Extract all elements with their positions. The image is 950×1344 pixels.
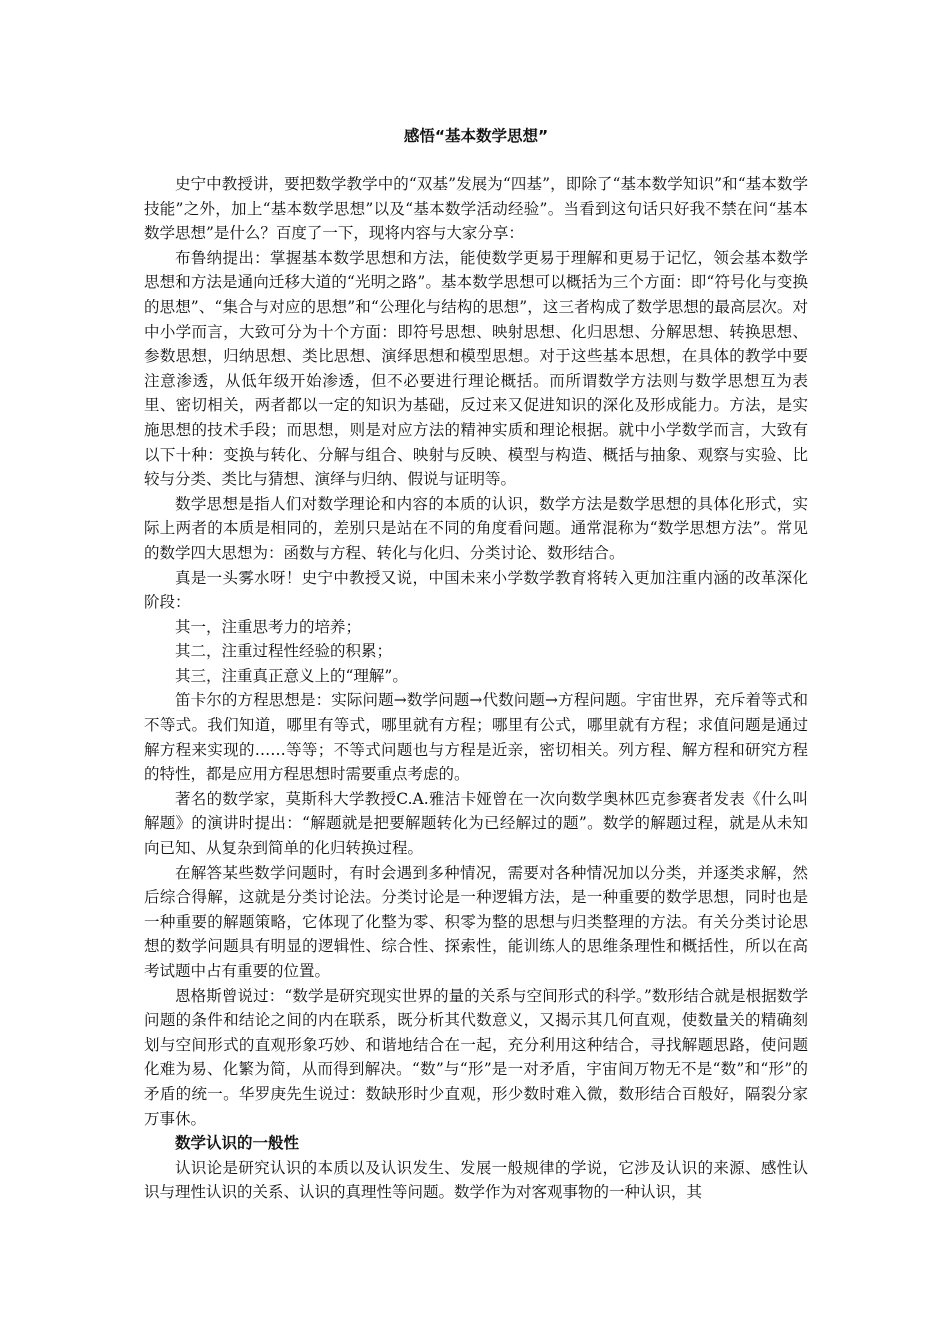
paragraph-point-one: 其一，注重思考力的培养； [175,617,362,636]
paragraph-bruner: 布鲁纳提出：掌握基本数学思想和方法，能使数学更易于理解和更易于记忆，领会基本数学思想和方法是通向迁移大道的“光明之路”。基本数学思想可以概括为三个方面：即“符号化与变换的思想”、“集合与对应的思想”和“公理化与结构的思想”，这三者构成了数学思想的最高层次。对中小学而言，大致可分为十个方面：即符号思想、映射思想、化归思想、分解思想、转换思想、参数思想，归纳思想、类比思想、演绎思想和模型思想。对于这些基本思想，在具体的教学中要注意渗透，从低年级开始渗透，但不必要进行理论概括。而所谓数学方法则与数学思想互为表里、密切相关，两者都以一定的知识为基础，反过来又促进知识的深化及形成能力。方法，是实施思想的技术手段；而思想，则是对应方法的精神实质和理论根据。就中小学数学而言，大致有以下十种：变换与转化、分解与组合、映射与反映、模型与构造、概括与抽象、观察与实验、比较与分类、类比与猜想、演绎与归纳、假说与证明等。 [144,248,808,489]
paragraph-math-thought-definition: 数学思想是指人们对数学理论和内容的本质的认识，数学方法是数学思想的具体化形式，实际上两者的本质是相同的，差别只是站在不同的角度看问题。通常混称为“数学思想方法”。常见的数学四大思想为：函数与方程、转化与化归、分类讨论、数形结合。 [144,494,808,562]
paragraph-classification: 在解答某些数学问题时，有时会遇到多种情况，需要对各种情况加以分类，并逐类求解，然后综合得解，这就是分类讨论法。分类讨论是一种逻辑方法，是一种重要的数学思想，同时也是一种重要的解题策略，它体现了化整为零、积零为整的思想与归类整理的方法。有关分类讨论思想的数学问题具有明显的逻辑性、综合性、探索性，能训练人的思维条理性和概括性，所以在高考试题中占有重要的位置。 [144,863,808,980]
section-heading: 数学认识的一般性 [175,1134,300,1153]
paragraph-descartes: 笛卡尔的方程思想是：实际问题→数学问题→代数问题→方程问题。宇宙世界，充斥着等式和不等式。我们知道，哪里有等式，哪里就有方程；哪里有公式，哪里就有方程；求值问题是通过解方程来实现的……等等；不等式问题也与方程是近亲，密切相关。列方程、解方程和研究方程的特性，都是应用方程思想时需要重点考虑的。 [144,691,808,784]
document-page [144,124,808,1205]
paragraph-point-three: 其三，注重真正意义上的“理解”。 [175,666,408,685]
paragraph-number-shape: 恩格斯曾说过：“数学是研究现实世界的量的关系与空间形式的科学。”数形结合就是根据数学问题的条件和结论之间的内在联系，既分析其代数意义，又揭示其几何直观，使数量关的精确刻划与空间形式的直观形象巧妙、和谐地结合在一起，充分利用这种结合，寻找解题思路，使问题化难为易、化繁为简，从而得到解决。“数”与“形”是一对矛盾，宇宙间万物无不是“数”和“形”的矛盾的统一。华罗庚先生说过：数缺形时少直观，形少数时难入微，数形结合百般好，隔裂分家万事休。 [144,986,808,1128]
paragraph-intro: 史宁中教授讲，要把数学教学中的“双基”发展为“四基”，即除了“基本数学知识”和“基本数学技能”之外，加上“基本数学思想”以及“基本数学活动经验”。当看到这句话只好我不禁在问“基本数学思想”是什么？百度了一下，现将内容与大家分享： [144,175,808,243]
paragraph-point-two: 其二，注重过程性经验的积累； [175,642,393,661]
paragraph-problem-solving: 著名的数学家，莫斯科大学教授C.A.雅洁卡娅曾在一次向数学奥林匹克参赛者发表《什么叫解题》的演讲时提出：“解题就是把要解题转化为已经解过的题”。数学的解题过程，就是从未知向已知、从复杂到简单的化归转换过程。 [144,789,808,858]
paragraph-reform: 真是一头雾水呀！史宁中教授又说，中国未来小学数学教育将转入更加注重内涵的改革深化阶段： [144,568,808,612]
paragraph-epistemology: 认识论是研究认识的本质以及认识发生、发展一般规律的学说，它涉及认识的来源、感性认识与理性认识的关系、认识的真理性等问题。数学作为对客观事物的一种认识，其 [144,1158,808,1202]
document-title: 感悟“基本数学思想” [403,127,549,145]
